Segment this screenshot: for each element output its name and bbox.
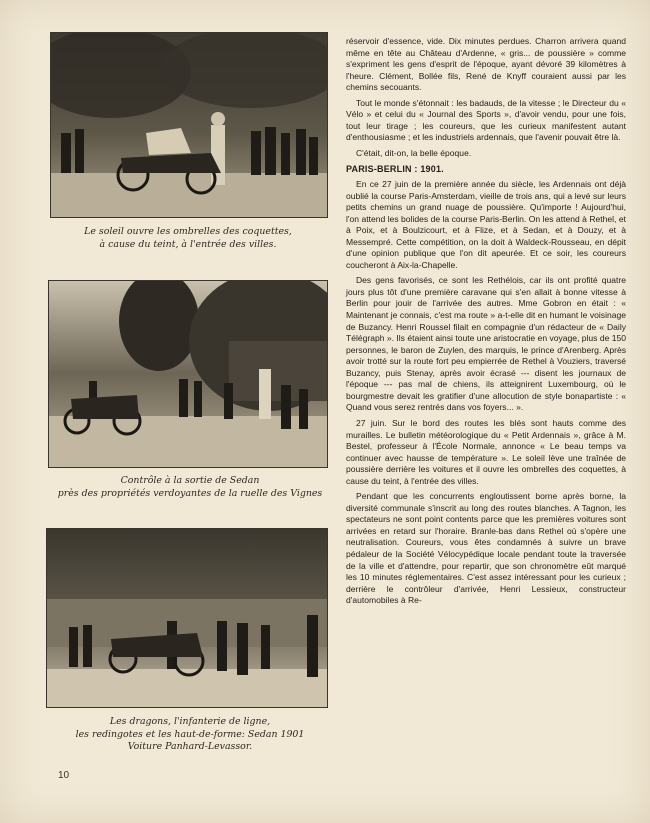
caption-line: Contrôle à la sortie de Sedan [120,475,260,486]
photo-1-drawing [51,33,327,217]
caption-line: Les dragons, l'infanterie de ligne, [109,716,271,727]
article-paragraph: réservoir d'essence, vide. Dix minutes perdues. Charron arrivera quand même en tête au Château d'Ardenne, « gris... de poussière » comme s'expriment les gens d'esprit de l'époque, ayant dévoré 39 kilomètres à l'heure. Clément, Bollée fils, René de Knyff couraient aussi par les chemins secouants. [346,36,626,93]
photo-3-drawing [47,529,327,707]
article-column [346,36,626,806]
photo-sedan-checkpoint [48,280,328,468]
caption-line: Voiture Panhard-Levassor. [127,741,253,752]
photo-sedan-1901-panhard [46,528,328,708]
article-paragraph: En ce 27 juin de la première année du siècle, les Ardennais ont déjà oublié la course Paris-Amsterdam, vieille de trois ans, qui a levé sur leurs petits chemins un grand nuage de poussière. Qu'importe ! Aujourd'hui, l'on attend les bolides de la course Paris-Berlin. On les attend à Rethel, et à Poix, et à Boulzicourt, et à Flize, et à Sedan, et à Douzy, et à Messempré. Cette compétition, on la doit à Waldeck-Rousseau, en dépit d'une opinion publique que l'on dit apeurée. Et ce soir, les coureurs coucheront à Aix-la-Chapelle. [346,179,626,270]
article-paragraph: 27 juin. Sur le bord des routes les blés sont hauts comme des murailles. Le bulletin météorologique du « Petit Ardennais », grâce à M. Bestel, professeur à l'École Normale, annonce « Le beau temps va continuer avec hausse de température ». Le soleil lève une traînée de poussière derrière les voitures et il ouvre les ombrelles des coquettes, à cause du teint, à l'entrée des villes. [346,417,626,486]
article-paragraph: Des gens favorisés, ce sont les Rethélois, car ils ont profité quatre jours plus tôt d'une première caravane qui s'en allait à bonne vitesse à Berlin pour jouir de l'arrivée des autres. Mme Gobron en était : « Maintenant je connais, c'est ma route » a-t-elle dit en humant le voisinage de Buzancy. Henri Roussel filait en compagnie d'un rédacteur de « Daily Télégraph ». Ils étaient ainsi toute une aristocratie en voyage, plus de 150 personnes, le baron de Zuylen, des marquis, le prince d'Arenberg. Après avoir trotté sur la route fort peu empierrée de Rethel à Vouziers, traversé Buzancy, puis Stenay, après avoir écrasé --- disent les journaux de l'époque --- pas mal de chiens, ils atteignirent Luxembourg, où le bourgmestre devait les gratifier d'une allocution de style bonapartiste : « Quand vous serez rentrés dans vos foyers... ». [346,275,626,413]
section-heading: PARIS-BERLIN : 1901. [346,164,444,175]
photo-2-drawing [49,281,327,467]
photo-2-caption [40,475,340,500]
photo-3-caption [40,716,340,754]
article-paragraph: Pendant que les concurrents engloutissent borne après borne, la diversité communale s'inscrit au long des routes blanches. A Tagnon, les spectateurs ne sont point contents parce que les premières voitures sont arrivées en retard sur l'horaire. Branle-bas dans Rethel où s'opère une neutralisation. Coureurs, vous êtes condamnés à suivre un brave pédaleur de la Société Vélocypédique locale pendant toute la traversée de la ville et d'attendre, pour repartir, que son chronomètre eût marqué les 10 minutes réglementaires. C'est assez intéressant pour les curieux ; derrière le contrôleur d'arrivée, Henri Lessieux, constructeur d'automobiles à Re- [346,491,626,606]
caption-line: à cause du teint, à l'entrée des villes. [99,238,277,250]
photo-race-car-crowd [50,32,328,218]
article-paragraph: C'était, dit-on, la belle époque. [356,147,472,158]
photo-1-caption [50,226,326,251]
article-paragraph: Tout le monde s'étonnait : les badauds, de la vitesse ; le Directeur du « Vélo » et celui du « Journal des Sports », d'avoir vendu, pour une fois, tout leur tirage ; les coureurs, que les curieux manifestent autant d'enthousiasme ; et les industriels ardennais, que l'avenir pouvait être là. [346,97,626,143]
caption-line: près des propriétés verdoyantes de la ruelle des Vignes [57,487,323,499]
caption-line: Le soleil ouvre les ombrelles des coquettes, [84,226,292,237]
caption-line: les redingotes et les haut-de-forme: Sedan 1901 [75,728,305,740]
page-number: 10 [58,770,70,781]
